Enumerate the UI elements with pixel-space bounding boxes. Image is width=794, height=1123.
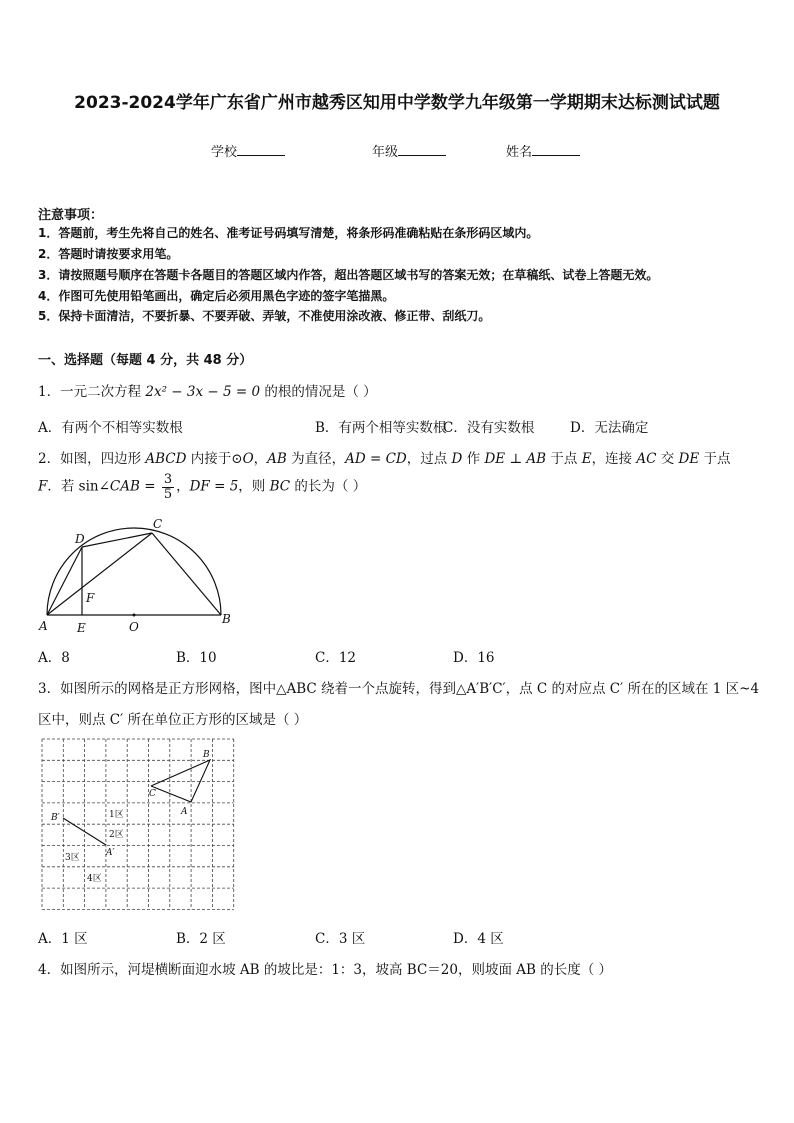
q1-option-a: A．有两个不相等实数根 <box>38 420 183 436</box>
fraction-denominator: 5 <box>163 486 173 502</box>
q2-text: ，过点 <box>406 451 452 467</box>
q2-text: ，连接 <box>591 451 637 467</box>
question-4: 4．如图所示，河堤横断面迎水坡 AB 的坡比是：1：3，坡高 BC＝20，则坡面 AB 的长度（ ） <box>38 962 613 978</box>
label-a: A <box>181 807 188 817</box>
question-2-line1 <box>38 447 731 467</box>
center-point <box>133 614 136 617</box>
q2-text: 2．如图，四边形 <box>38 451 146 467</box>
q1-text-end: 的根的情况是（ ） <box>260 384 377 400</box>
label-c: C <box>153 517 163 531</box>
question-3-line1: 3．如图所示的网格是正方形网格，图中△ABC 绕着一个点旋转，得到△A′B′C′，点 C 的对应点 C′ 所在的区域在 1 区~4 <box>38 681 760 697</box>
notice-item: 1．答题前，考生先将自己的姓名、准考证号码填写清楚，将条形码准确粘贴在条形码区域内。 <box>38 226 539 240</box>
label-d: D <box>75 532 85 546</box>
q2-text: 为直径， <box>286 451 346 467</box>
q2-text: 于点 <box>546 451 582 467</box>
region-3-label: 3区 <box>65 853 80 863</box>
segment-dc <box>82 533 152 547</box>
segment-ad <box>47 547 82 615</box>
q2-text: 作 <box>462 451 485 467</box>
label-f: F <box>86 591 95 605</box>
question-2-line2 <box>38 473 366 501</box>
q2-math: ABCD <box>145 451 187 467</box>
q1-option-c: C．没有实数根 <box>443 420 535 436</box>
notice-item: 3．请按照题号顺序在答题卡各题目的答题区域内作答，超出答题区域书写的答案无效；在草稿纸、试卷上答题无效。 <box>38 268 659 282</box>
q2-text: ， <box>176 478 190 495</box>
q1-option-d: D．无法确定 <box>570 420 649 436</box>
label-b-prime: B′ <box>51 813 60 823</box>
q2-math: AD = CD <box>345 451 407 467</box>
q2-option-d: D．16 <box>453 650 495 666</box>
label-b: B <box>203 750 210 760</box>
name-label: 姓名 <box>506 145 533 160</box>
region-4-label: 4区 <box>87 874 102 884</box>
q2-text: = <box>139 478 160 495</box>
notice-heading: 注意事项： <box>38 208 104 223</box>
q3-option-b: B．2 区 <box>176 931 226 947</box>
notice-item: 2．答题时请按要求用笔。 <box>38 247 179 261</box>
q2-text: 于点 <box>699 451 731 467</box>
notice-item: 5．保持卡面清洁，不要折暴、不要弄破、弄皱，不准使用涂改液、修正带、刮纸刀。 <box>38 309 491 323</box>
notice-item: 4．作图可先使用铅笔画出，确定后必须用黑色字迹的签字笔描黑。 <box>38 289 395 303</box>
name-field <box>506 141 580 160</box>
region-1-label: 1区 <box>109 810 124 820</box>
school-blank <box>237 143 285 156</box>
semicircle-arc <box>47 528 221 615</box>
question-3-line2: 区中，则点 C′ 所在单位正方形的区域是（ ） <box>38 712 308 728</box>
q2-text: 内接于⊙ <box>186 451 243 467</box>
q2-option-c: C．12 <box>315 650 357 666</box>
q3-option-a: A．1 区 <box>38 931 88 947</box>
q2-math: AC <box>636 451 657 467</box>
q3-grid-figure <box>38 733 238 913</box>
q2-math: O <box>242 451 254 467</box>
question-1 <box>38 380 377 400</box>
q2-option-a: A．8 <box>38 650 70 666</box>
q2-math: D <box>451 451 463 467</box>
fraction-numerator: 3 <box>163 472 173 487</box>
q2-text: ，则 <box>238 478 270 495</box>
label-e: E <box>77 621 86 635</box>
school-label: 学校 <box>211 145 238 160</box>
q1-text: 1．一元二次方程 <box>38 384 146 400</box>
q2-math: CAB <box>109 478 140 495</box>
q2-math: E <box>581 451 592 467</box>
q2-option-b: B．10 <box>176 650 217 666</box>
label-a: A <box>39 619 48 633</box>
q1-option-b: B．有两个相等实数根 <box>315 420 447 436</box>
q2-math: DF = 5 <box>189 478 239 495</box>
q2-text: ．若 sin∠ <box>47 478 110 495</box>
name-blank <box>532 143 580 156</box>
q2-text: 的长为（ ） <box>290 478 367 495</box>
q3-option-c: C．3 区 <box>315 931 366 947</box>
grade-label: 年级 <box>372 145 399 160</box>
q2-math: AB <box>267 451 287 467</box>
q2-figure <box>30 515 240 640</box>
region-2-label: 2区 <box>109 830 124 840</box>
q3-option-d: D．4 区 <box>453 931 504 947</box>
section-heading: 一、选择题（每题 4 分，共 48 分） <box>38 353 253 368</box>
grade-blank <box>398 143 446 156</box>
q2-math: DE <box>678 451 700 467</box>
grid-lines <box>42 739 234 909</box>
label-a-prime: A′ <box>106 848 115 858</box>
segment-ac <box>47 533 152 615</box>
q1-equation: 2x² − 3x − 5 = 0 <box>145 384 261 400</box>
q2-text: ， <box>253 451 268 467</box>
q2-math: DE ⊥ AB <box>484 451 547 467</box>
label-c: C <box>149 789 156 799</box>
q2-math: F <box>38 478 48 495</box>
grade-field <box>372 141 446 160</box>
label-b: B <box>222 612 231 626</box>
page-title: 2023-2024学年广东省广州市越秀区知用中学数学九年级第一学期期末达标测试试题 <box>74 93 720 113</box>
triangle-abc <box>151 760 210 802</box>
label-o: O <box>129 620 139 634</box>
fraction <box>162 473 174 501</box>
q2-math: BC <box>269 478 291 495</box>
school-field <box>211 141 285 160</box>
q2-text: 交 <box>656 451 679 467</box>
